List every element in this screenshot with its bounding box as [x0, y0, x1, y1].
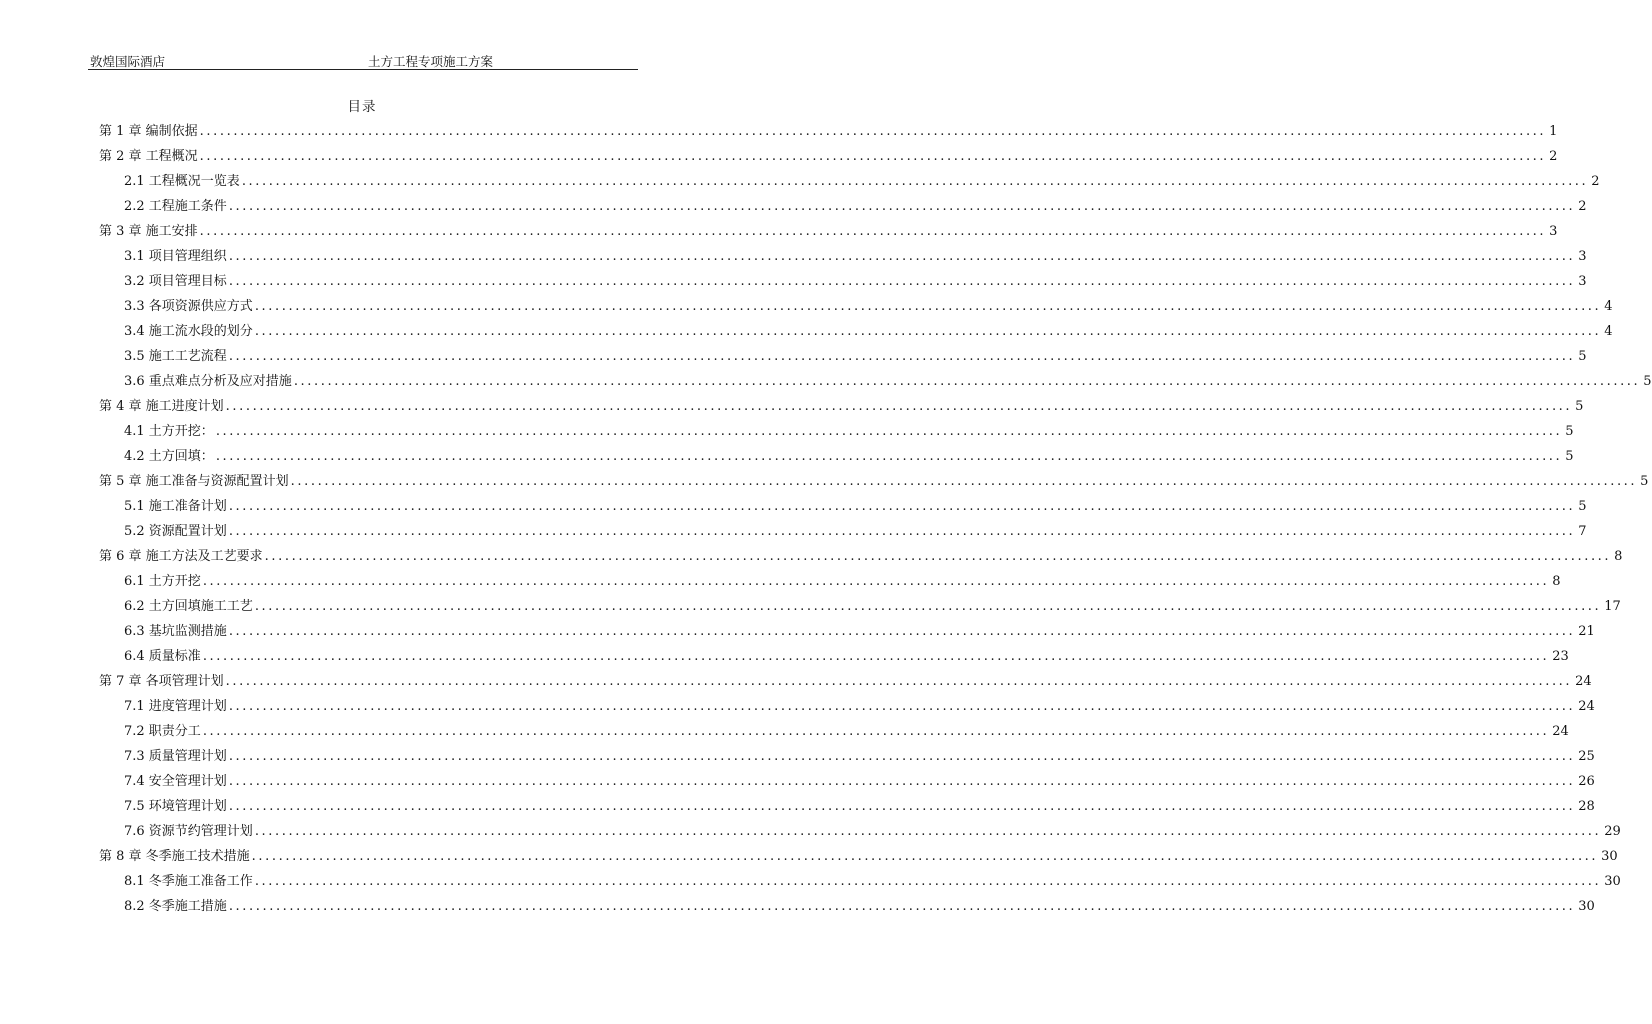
toc-entry-label: 6.2 土方回填施工工艺 [124, 599, 253, 614]
toc-entry-label: 2.2 工程施工条件 [124, 199, 227, 214]
toc-section-entry[interactable] [99, 820, 1621, 845]
toc-entry-label: 6.4 质量标准 [124, 649, 201, 664]
toc-section-entry[interactable] [99, 195, 1587, 220]
toc-dot-leader: ........................................................................................................................................................................................................ [228, 624, 1576, 639]
toc-dot-leader: ........................................................................................................................................................................................................ [228, 749, 1576, 764]
toc-page-number: 5 [1578, 349, 1587, 364]
toc-entry-label: 7.1 进度管理计划 [124, 699, 227, 714]
toc-entry-label: 2.1 工程概况一览表 [124, 174, 240, 189]
toc-entry-label: 7.3 质量管理计划 [124, 749, 227, 764]
toc-section-entry[interactable] [99, 620, 1595, 645]
toc-entry-label: 3.3 各项资源供应方式 [124, 299, 253, 314]
toc-chapter-entry[interactable] [99, 545, 1623, 570]
toc-entry-label: 7.2 职责分工 [124, 724, 201, 739]
toc-chapter-entry[interactable] [99, 470, 1649, 495]
toc-page-number: 5 [1643, 374, 1652, 389]
toc-page-number: 25 [1578, 749, 1595, 764]
toc-chapter-entry[interactable] [99, 145, 1558, 170]
toc-chapter-entry[interactable] [99, 670, 1592, 695]
toc-page-number: 4 [1604, 324, 1613, 339]
toc-entry-label: 第 2 章 工程概况 [99, 149, 198, 164]
toc-dot-leader: ........................................................................................................................................................................................................ [215, 449, 1563, 464]
toc-dot-leader: ........................................................................................................................................................................................................ [293, 374, 1641, 389]
toc-entry-label: 8.1 冬季施工准备工作 [124, 874, 253, 889]
table-of-contents [99, 120, 1652, 920]
toc-section-entry[interactable] [99, 770, 1595, 795]
toc-section-entry[interactable] [99, 570, 1561, 595]
toc-entry-label: 3.1 项目管理组织 [124, 249, 227, 264]
toc-dot-leader: ........................................................................................................................................................................................................ [228, 199, 1576, 214]
page-header [88, 52, 638, 69]
toc-entry-label: 第 3 章 施工安排 [99, 224, 198, 239]
toc-section-entry[interactable] [99, 170, 1600, 195]
toc-page-number: 30 [1601, 849, 1618, 864]
toc-page-number: 28 [1578, 799, 1595, 814]
toc-section-entry[interactable] [99, 695, 1595, 720]
toc-entry-label: 第 6 章 施工方法及工艺要求 [99, 549, 263, 564]
toc-page-number: 5 [1578, 499, 1587, 514]
toc-entry-label: 4.2 土方回填： [124, 449, 214, 464]
toc-dot-leader: ........................................................................................................................................................................................................ [202, 574, 1550, 589]
toc-page-number: 5 [1640, 474, 1649, 489]
toc-section-entry[interactable] [99, 720, 1569, 745]
toc-page-number: 24 [1578, 699, 1595, 714]
toc-chapter-entry[interactable] [99, 845, 1618, 870]
toc-page-number: 3 [1578, 274, 1587, 289]
toc-section-entry[interactable] [99, 320, 1613, 345]
toc-entry-label: 第 5 章 施工准备与资源配置计划 [99, 474, 289, 489]
toc-dot-leader: ........................................................................................................................................................................................................ [228, 349, 1576, 364]
toc-entry-label: 第 1 章 编制依据 [99, 124, 198, 139]
toc-dot-leader: ........................................................................................................................................................................................................ [228, 499, 1576, 514]
toc-page-number: 4 [1604, 299, 1613, 314]
toc-entry-label: 7.4 安全管理计划 [124, 774, 227, 789]
toc-entry-label: 4.1 土方开挖： [124, 424, 214, 439]
toc-section-entry[interactable] [99, 645, 1569, 670]
toc-page-number: 30 [1604, 874, 1621, 889]
toc-section-entry[interactable] [99, 445, 1574, 470]
toc-page-number: 2 [1549, 149, 1558, 164]
toc-dot-leader: ........................................................................................................................................................................................................ [290, 474, 1638, 489]
toc-entry-label: 6.3 基坑监测措施 [124, 624, 227, 639]
toc-page-number: 24 [1552, 724, 1569, 739]
toc-page-number: 30 [1578, 899, 1595, 914]
toc-dot-leader: ........................................................................................................................................................................................................ [199, 224, 1547, 239]
toc-dot-leader: ........................................................................................................................................................................................................ [241, 174, 1589, 189]
toc-dot-leader: ........................................................................................................................................................................................................ [202, 649, 1550, 664]
toc-page-number: 2 [1578, 199, 1587, 214]
toc-section-entry[interactable] [99, 745, 1595, 770]
toc-dot-leader: ........................................................................................................................................................................................................ [228, 699, 1576, 714]
toc-section-entry[interactable] [99, 795, 1595, 820]
toc-section-entry[interactable] [99, 420, 1574, 445]
toc-dot-leader: ........................................................................................................................................................................................................ [228, 274, 1576, 289]
toc-section-entry[interactable] [99, 870, 1621, 895]
toc-entry-label: 3.6 重点难点分析及应对措施 [124, 374, 292, 389]
toc-entry-label: 第 8 章 冬季施工技术措施 [99, 849, 250, 864]
toc-page-number: 24 [1575, 674, 1592, 689]
toc-dot-leader: ........................................................................................................................................................................................................ [199, 149, 1547, 164]
toc-dot-leader: ........................................................................................................................................................................................................ [225, 674, 1573, 689]
toc-page-number: 8 [1552, 574, 1561, 589]
toc-entry-label: 6.1 土方开挖 [124, 574, 201, 589]
toc-page-number: 5 [1565, 449, 1574, 464]
toc-dot-leader: ........................................................................................................................................................................................................ [215, 424, 1563, 439]
toc-section-entry[interactable] [99, 295, 1613, 320]
toc-dot-leader: ........................................................................................................................................................................................................ [254, 324, 1602, 339]
toc-chapter-entry[interactable] [99, 395, 1584, 420]
toc-page-number: 17 [1604, 599, 1621, 614]
toc-entry-label: 7.5 环境管理计划 [124, 799, 227, 814]
toc-dot-leader: ........................................................................................................................................................................................................ [228, 774, 1576, 789]
toc-section-entry[interactable] [99, 270, 1587, 295]
toc-entry-label: 7.6 资源节约管理计划 [124, 824, 253, 839]
toc-entry-label: 第 4 章 施工进度计划 [99, 399, 224, 414]
toc-dot-leader: ........................................................................................................................................................................................................ [199, 124, 1547, 139]
toc-entry-label: 第 7 章 各项管理计划 [99, 674, 224, 689]
toc-page-number: 8 [1614, 549, 1623, 564]
toc-dot-leader: ........................................................................................................................................................................................................ [254, 599, 1602, 614]
toc-page-number: 3 [1549, 224, 1558, 239]
toc-dot-leader: ........................................................................................................................................................................................................ [254, 299, 1602, 314]
toc-dot-leader: ........................................................................................................................................................................................................ [228, 899, 1576, 914]
toc-dot-leader: ........................................................................................................................................................................................................ [228, 524, 1576, 539]
toc-entry-label: 5.1 施工准备计划 [124, 499, 227, 514]
toc-section-entry[interactable] [99, 595, 1621, 620]
toc-page-number: 1 [1549, 124, 1558, 139]
toc-entry-label: 3.4 施工流水段的划分 [124, 324, 253, 339]
toc-entry-label: 8.2 冬季施工措施 [124, 899, 227, 914]
toc-section-entry[interactable] [99, 495, 1587, 520]
toc-dot-leader: ........................................................................................................................................................................................................ [225, 399, 1573, 414]
toc-section-entry[interactable] [99, 895, 1595, 920]
toc-page-number: 21 [1578, 624, 1595, 639]
header-divider [88, 69, 638, 70]
toc-dot-leader: ........................................................................................................................................................................................................ [264, 549, 1612, 564]
toc-dot-leader: ........................................................................................................................................................................................................ [254, 824, 1602, 839]
toc-chapter-entry[interactable] [99, 120, 1558, 145]
toc-page-number: 5 [1575, 399, 1584, 414]
toc-page-number: 23 [1552, 649, 1569, 664]
toc-section-entry[interactable] [99, 245, 1587, 270]
toc-entry-label: 5.2 资源配置计划 [124, 524, 227, 539]
toc-page-number: 29 [1604, 824, 1621, 839]
toc-page-number: 2 [1591, 174, 1600, 189]
toc-title: 目录 [347, 99, 377, 115]
toc-chapter-entry[interactable] [99, 220, 1558, 245]
header-right-text: 土方工程专项施工方案 [368, 54, 494, 69]
toc-dot-leader: ........................................................................................................................................................................................................ [251, 849, 1599, 864]
toc-section-entry[interactable] [99, 520, 1587, 545]
toc-section-entry[interactable] [99, 345, 1587, 370]
toc-page-number: 7 [1578, 524, 1587, 539]
toc-page-number: 26 [1578, 774, 1595, 789]
header-left-text: 敦煌国际酒店 [90, 54, 166, 69]
toc-section-entry[interactable] [99, 370, 1652, 395]
toc-page-number: 3 [1578, 249, 1587, 264]
toc-dot-leader: ........................................................................................................................................................................................................ [228, 249, 1576, 264]
toc-dot-leader: ........................................................................................................................................................................................................ [228, 799, 1576, 814]
toc-page-number: 5 [1565, 424, 1574, 439]
toc-dot-leader: ........................................................................................................................................................................................................ [202, 724, 1550, 739]
toc-dot-leader: ........................................................................................................................................................................................................ [254, 874, 1602, 889]
toc-entry-label: 3.2 项目管理目标 [124, 274, 227, 289]
toc-entry-label: 3.5 施工工艺流程 [124, 349, 227, 364]
